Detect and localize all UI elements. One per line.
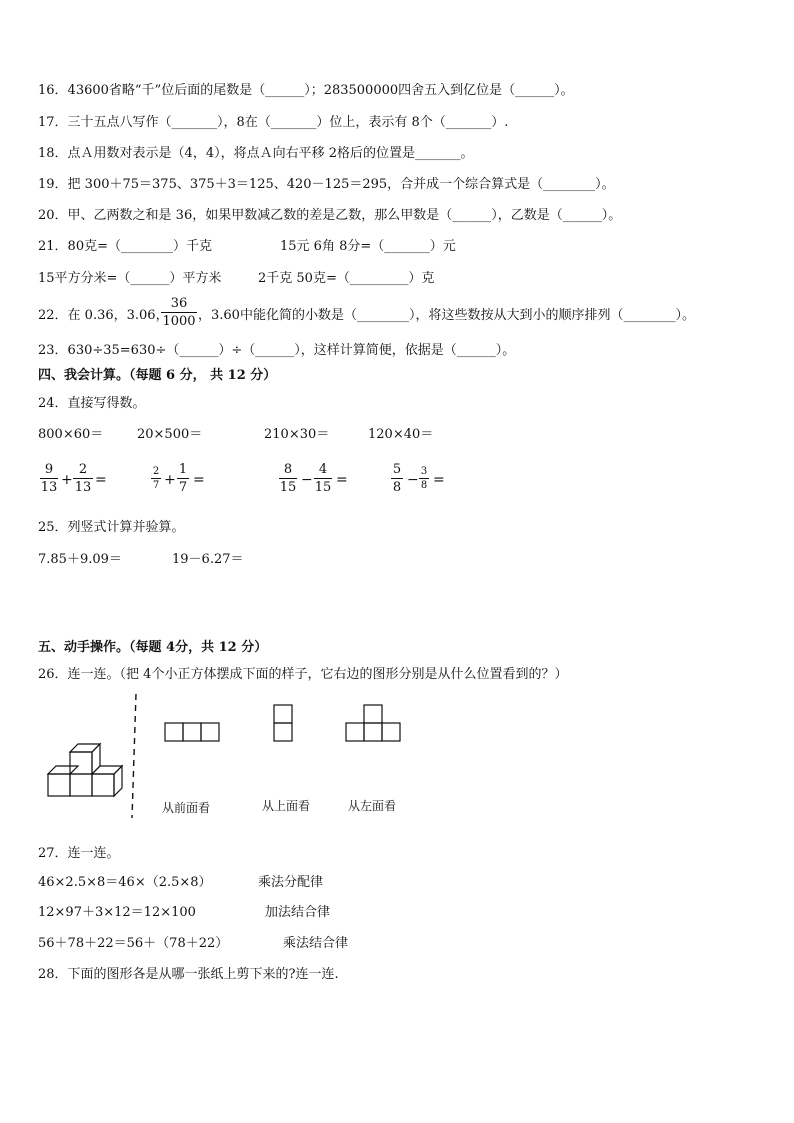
fraction-bar — [279, 478, 297, 479]
fraction-denominator: 13 — [74, 480, 92, 495]
fraction — [73, 462, 93, 495]
operator: + — [61, 472, 73, 488]
question-26-title: 26．连一连。（把 4个小正方体摆成下面的样子，它右边的图形分别是从什么位置看到的？） — [38, 667, 568, 682]
cube-arrangement-figure — [40, 738, 130, 804]
law-expression-1: 46×2.5×8＝46×（2.5×8） — [38, 875, 212, 890]
section-4-title: 四、我会计算。（每题 6 分， 共 12 分） — [38, 368, 277, 383]
law-name-1: 乘法分配律 — [258, 875, 324, 890]
question-22-start: 22．在 0.36，3.06， — [38, 308, 169, 323]
fraction-bar — [177, 478, 189, 479]
fraction — [40, 462, 58, 495]
view-label-front: 从前面看 — [162, 801, 211, 815]
question-22-end: ，3.60中能化简的小数是（________），将这些数按从大到小的顺序排列（________）。 — [198, 308, 695, 323]
question-21-part-c: 15平方分米=（______）平方米 — [38, 271, 222, 286]
view-label-left: 从左面看 — [348, 799, 397, 813]
operator: − — [407, 472, 419, 488]
fraction-denominator: 1000 — [162, 314, 196, 329]
fraction-denominator: 8 — [392, 480, 402, 495]
calc-item-3: 210×30＝ — [264, 427, 330, 442]
view-shape-t-shape — [345, 704, 403, 744]
law-expression-2: 12×97＋3×12＝12×100 — [38, 905, 196, 920]
fraction-denominator: 8 — [420, 480, 428, 491]
operator: + — [164, 472, 176, 488]
law-name-2: 加法结合律 — [265, 905, 331, 920]
fraction-numerator: 1 — [178, 462, 188, 477]
fraction-bar — [161, 312, 197, 313]
equals-sign: = — [336, 472, 348, 488]
vertical-calc-item-1: 7.85＋9.09＝ — [38, 552, 122, 567]
equals-sign: = — [95, 472, 107, 488]
question-22-fraction — [161, 296, 197, 329]
fraction-numerator: 36 — [170, 296, 188, 311]
fraction-denominator: 7 — [178, 480, 188, 495]
law-name-3: 乘法结合律 — [283, 936, 349, 951]
fraction — [391, 462, 403, 495]
dashed-divider — [130, 694, 142, 820]
fraction-denominator: 13 — [40, 480, 58, 495]
calc-item-4: 120×40＝ — [368, 427, 434, 442]
fraction-bar — [40, 478, 58, 479]
fraction-numerator: 4 — [318, 462, 328, 477]
question-23: 23．630÷35=630÷（______）÷（______），这样计算简便，依据是（______）。 — [38, 343, 516, 358]
law-expression-3: 56＋78＋22＝56＋（78＋22） — [38, 936, 229, 951]
question-28-title: 28．下面的图形各是从哪一张纸上剪下来的?连一连. — [38, 967, 339, 982]
fraction-bar — [419, 478, 429, 479]
fraction-numerator: 2 — [152, 466, 160, 477]
fraction-bar — [151, 478, 161, 479]
fraction — [151, 466, 161, 491]
fraction — [314, 462, 332, 495]
calc-item-2: 20×500＝ — [137, 427, 203, 442]
question-19: 19．把 300＋75＝375、375＋3＝125、420－125＝295，合并成一个综合算式是（________）。 — [38, 177, 615, 192]
question-21-part-a: 21．80克=（________）千克 — [38, 239, 212, 254]
fraction-denominator: 15 — [279, 480, 297, 495]
fraction — [419, 466, 429, 491]
view-shape-vertical-two — [273, 704, 295, 744]
question-17: 17．三十五点八写作（_______），8在（_______）位上，表示有 8个（_______）. — [38, 115, 509, 130]
question-24-title: 24．直接写得数。 — [38, 396, 146, 411]
fraction-numerator: 2 — [78, 462, 88, 477]
fraction-numerator: 5 — [392, 462, 402, 477]
equals-sign: = — [193, 472, 205, 488]
equals-sign: = — [433, 472, 445, 488]
question-21-part-d: 2千克 50克=（_________）克 — [258, 271, 435, 286]
section-5-title: 五、动手操作。（每题 4分，共 12 分） — [38, 640, 268, 655]
view-label-top: 从上面看 — [262, 799, 311, 813]
fraction — [279, 462, 297, 495]
question-20: 20．甲、乙两数之和是 36，如果甲数减乙数的差是乙数，那么甲数是（______），乙数是（______）。 — [38, 208, 622, 223]
fraction-bar — [314, 478, 332, 479]
fraction-bar — [391, 478, 403, 479]
operator: − — [301, 472, 313, 488]
question-27-title: 27．连一连。 — [38, 846, 120, 861]
view-shape-row-of-three — [164, 722, 222, 744]
fraction-bar — [73, 478, 93, 479]
question-18: 18．点Ａ用数对表示是（4，4），将点Ａ向右平移 2格后的位置是_______。 — [38, 146, 474, 161]
fraction-denominator: 7 — [152, 480, 160, 491]
question-21-part-b: 15元 6角 8分=（_______）元 — [280, 239, 456, 254]
question-16: 16．43600省略“千”位后面的尾数是（______）；283500000四舍五入到亿位是（______）。 — [38, 83, 574, 98]
fraction-numerator: 9 — [44, 462, 54, 477]
fraction — [177, 462, 189, 495]
fraction-denominator: 15 — [314, 480, 332, 495]
fraction-numerator: 3 — [420, 466, 428, 477]
fraction-numerator: 8 — [283, 462, 293, 477]
vertical-calc-item-2: 19－6.27＝ — [172, 552, 244, 567]
question-25-title: 25．列竖式计算并验算。 — [38, 520, 185, 535]
calc-item-1: 800×60＝ — [38, 427, 104, 442]
